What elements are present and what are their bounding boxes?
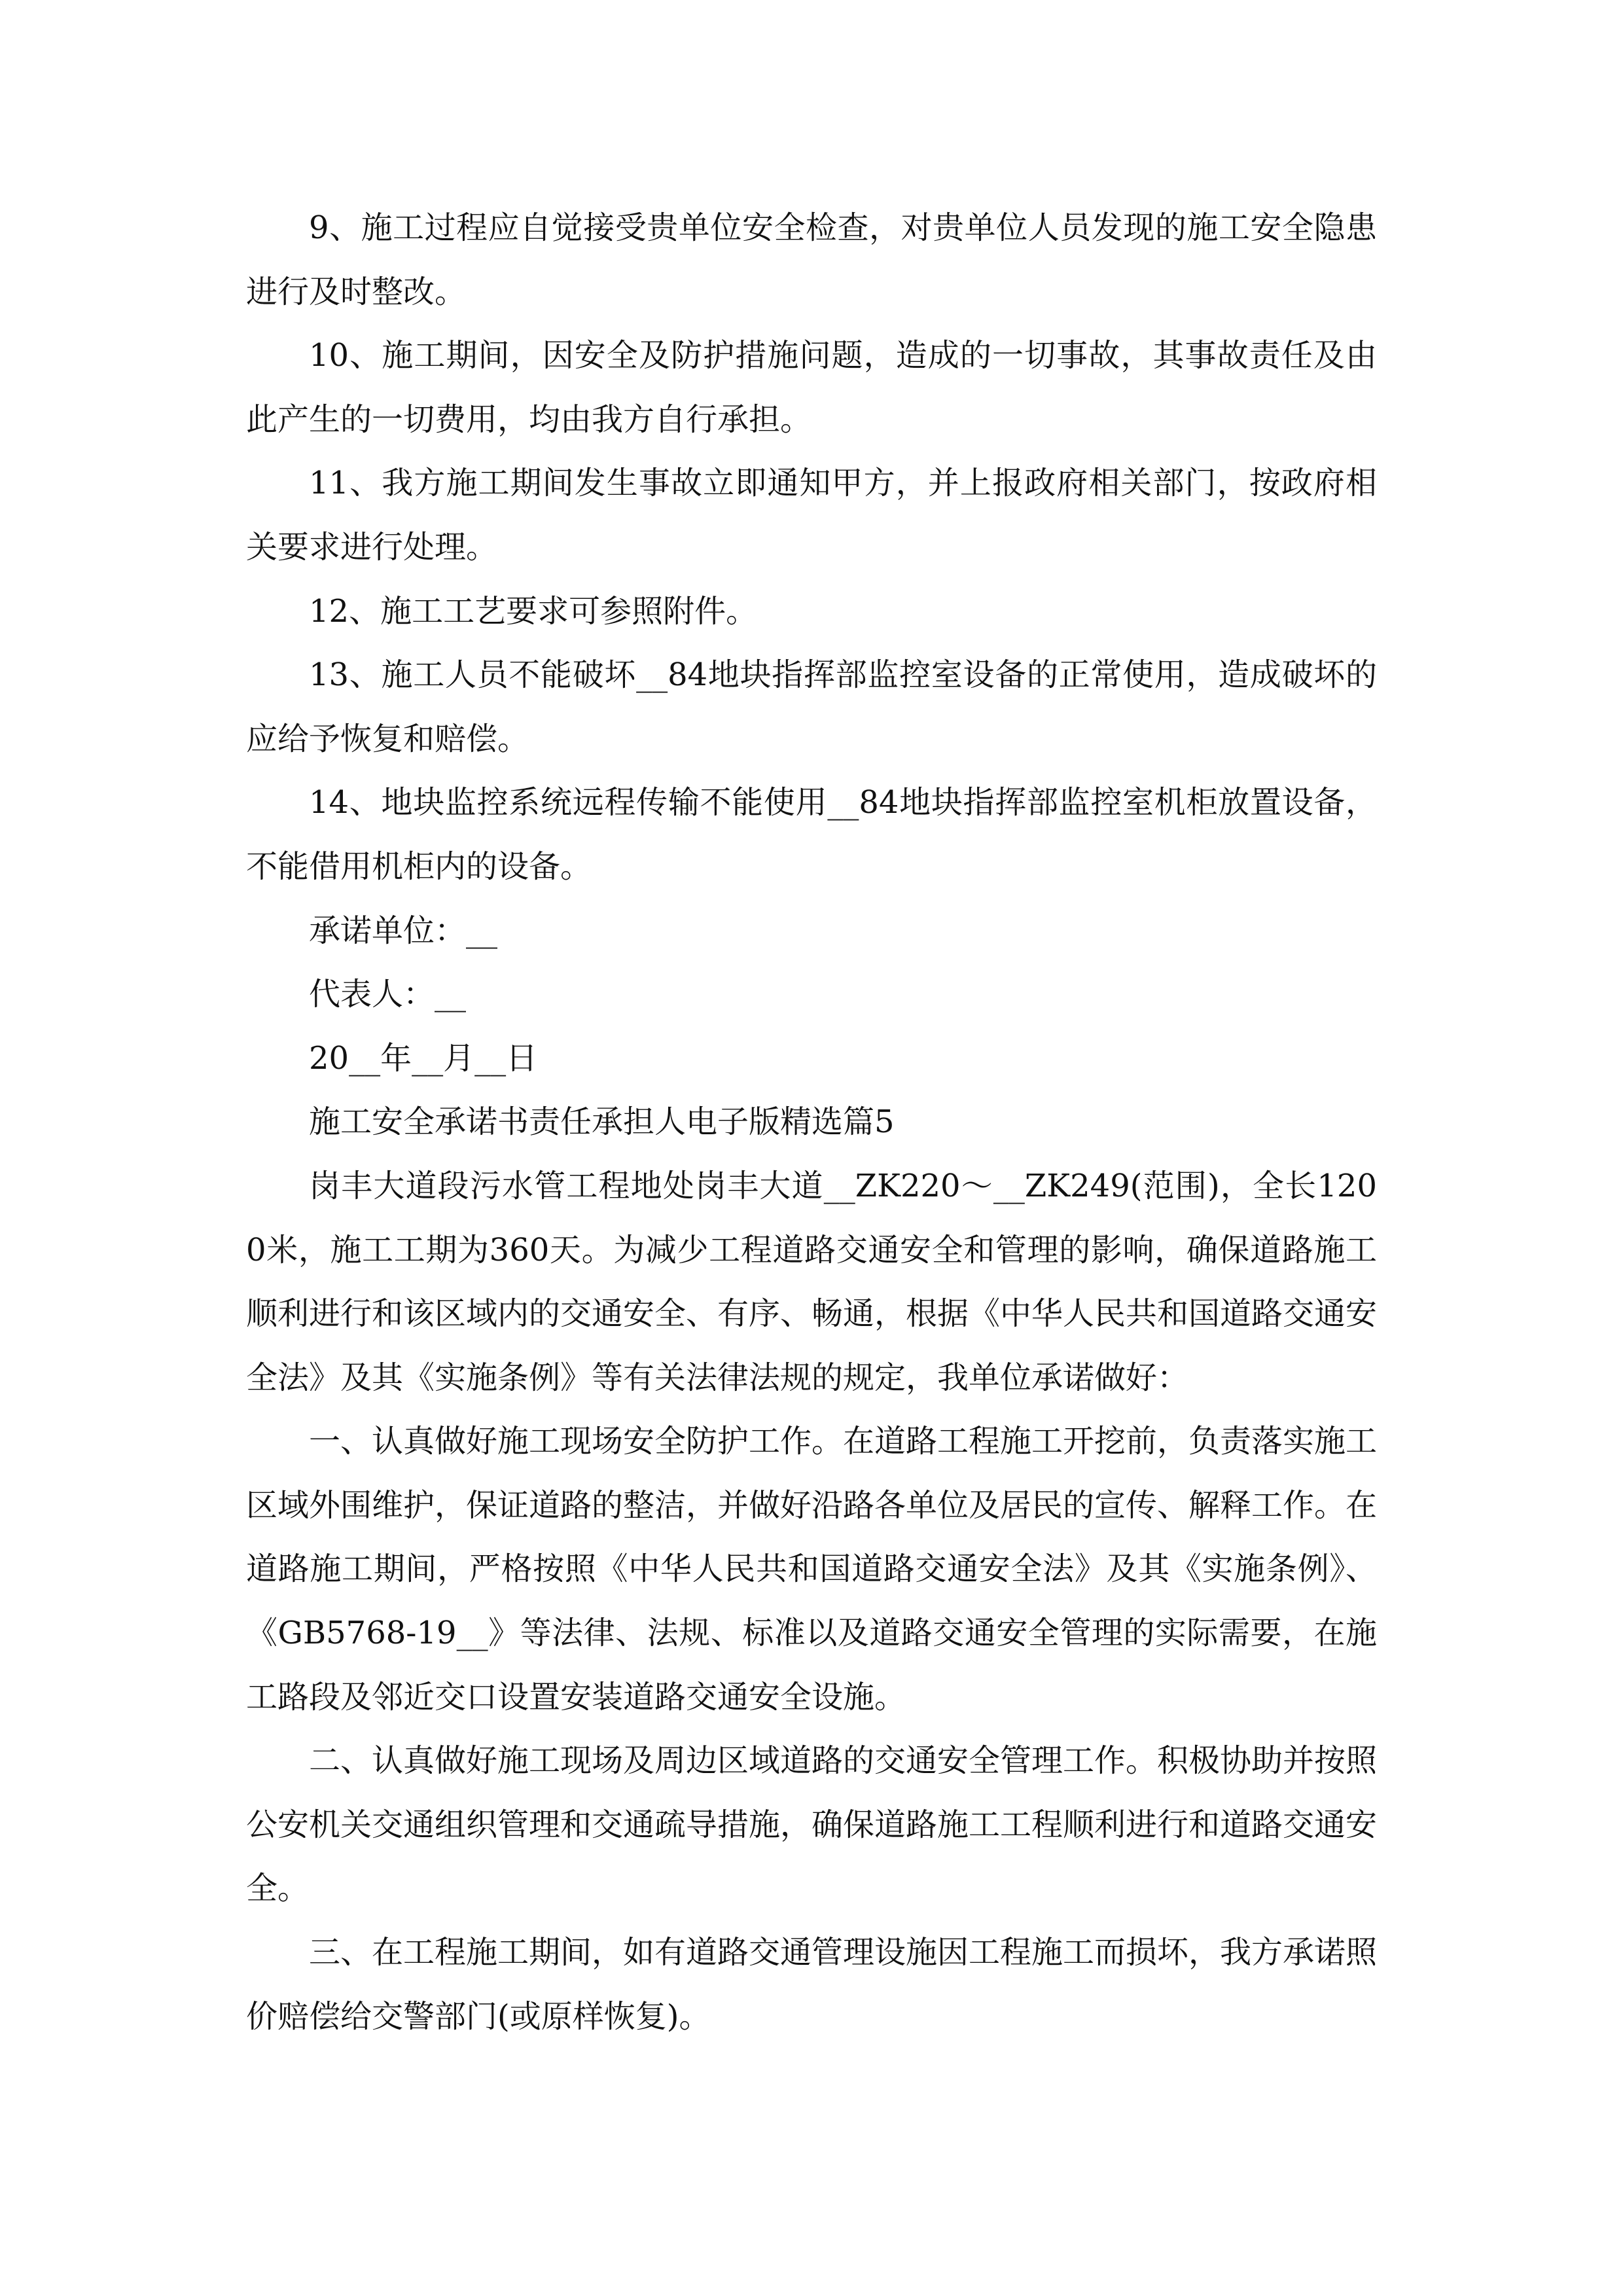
clause-12: 12、施工工艺要求可参照附件。 bbox=[309, 592, 758, 630]
representative: 代表人：__ bbox=[309, 976, 467, 1013]
clause-10: 10、施工期间，因安全及防护措施问题，造成的一切事故，其事故责任及由此产生的一切费用，均由我方自行承担。 bbox=[246, 337, 1377, 438]
clause-13: 13、施工人员不能破坏__84地块指挥部监控室设备的正常使用，造成破坏的应给予恢复和赔偿。 bbox=[246, 656, 1377, 757]
section-title: 施工安全承诺书责任承担人电子版精选篇5 bbox=[309, 1103, 895, 1141]
item-1: 一、认真做好施工现场安全防护工作。在道路工程施工开挖前，负责落实施工区域外围维护，保证道路的整洁，并做好沿路各单位及居民的宣传、解释工作。在道路施工期间，严格按照《中华人民共和国道路交通安全法》及其《实施条例》、《GB5768-19__》等法律、法规、标准以及道路交通安全管理的实际需要，在施工路段及邻近交口设置安装道路交通安全设施。 bbox=[246, 1423, 1378, 1715]
item-3: 三、在工程施工期间，如有道路交通管理设施因工程施工而损坏，我方承诺照价赔偿给交警部门(或原样恢复)。 bbox=[246, 1934, 1378, 2035]
clause-9: 9、施工过程应自觉接受贵单位安全检查，对贵单位人员发现的施工安全隐患进行及时整改。 bbox=[246, 209, 1377, 310]
item-2: 二、认真做好施工现场及周边区域道路的交通安全管理工作。积极协助并按照公安机关交通组织管理和交通疏导措施，确保道路施工工程顺利进行和道路交通安全。 bbox=[246, 1742, 1378, 1907]
clause-14: 14、地块监控系统远程传输不能使用__84地块指挥部监控室机柜放置设备，不能借用机柜内的设备。 bbox=[246, 784, 1377, 885]
document-page bbox=[246, 196, 1377, 2049]
clause-11: 11、我方施工期间发生事故立即通知甲方，并上报政府相关部门，按政府相关要求进行处理。 bbox=[246, 465, 1377, 565]
signatory-unit: 承诺单位：__ bbox=[309, 912, 498, 949]
intro-paragraph: 岗丰大道段污水管工程地处岗丰大道__ZK220～__ZK249(范围)，全长1200米，施工工期为360天。为减少工程道路交通安全和管理的影响，确保道路施工顺利进行和该区域内的交通安全、有序、畅通，根据《中华人民共和国道路交通安全法》及其《实施条例》等有关法律法规的规定，我单位承诺做好： bbox=[246, 1167, 1378, 1396]
date-line: 20__年__月__日 bbox=[309, 1039, 538, 1077]
